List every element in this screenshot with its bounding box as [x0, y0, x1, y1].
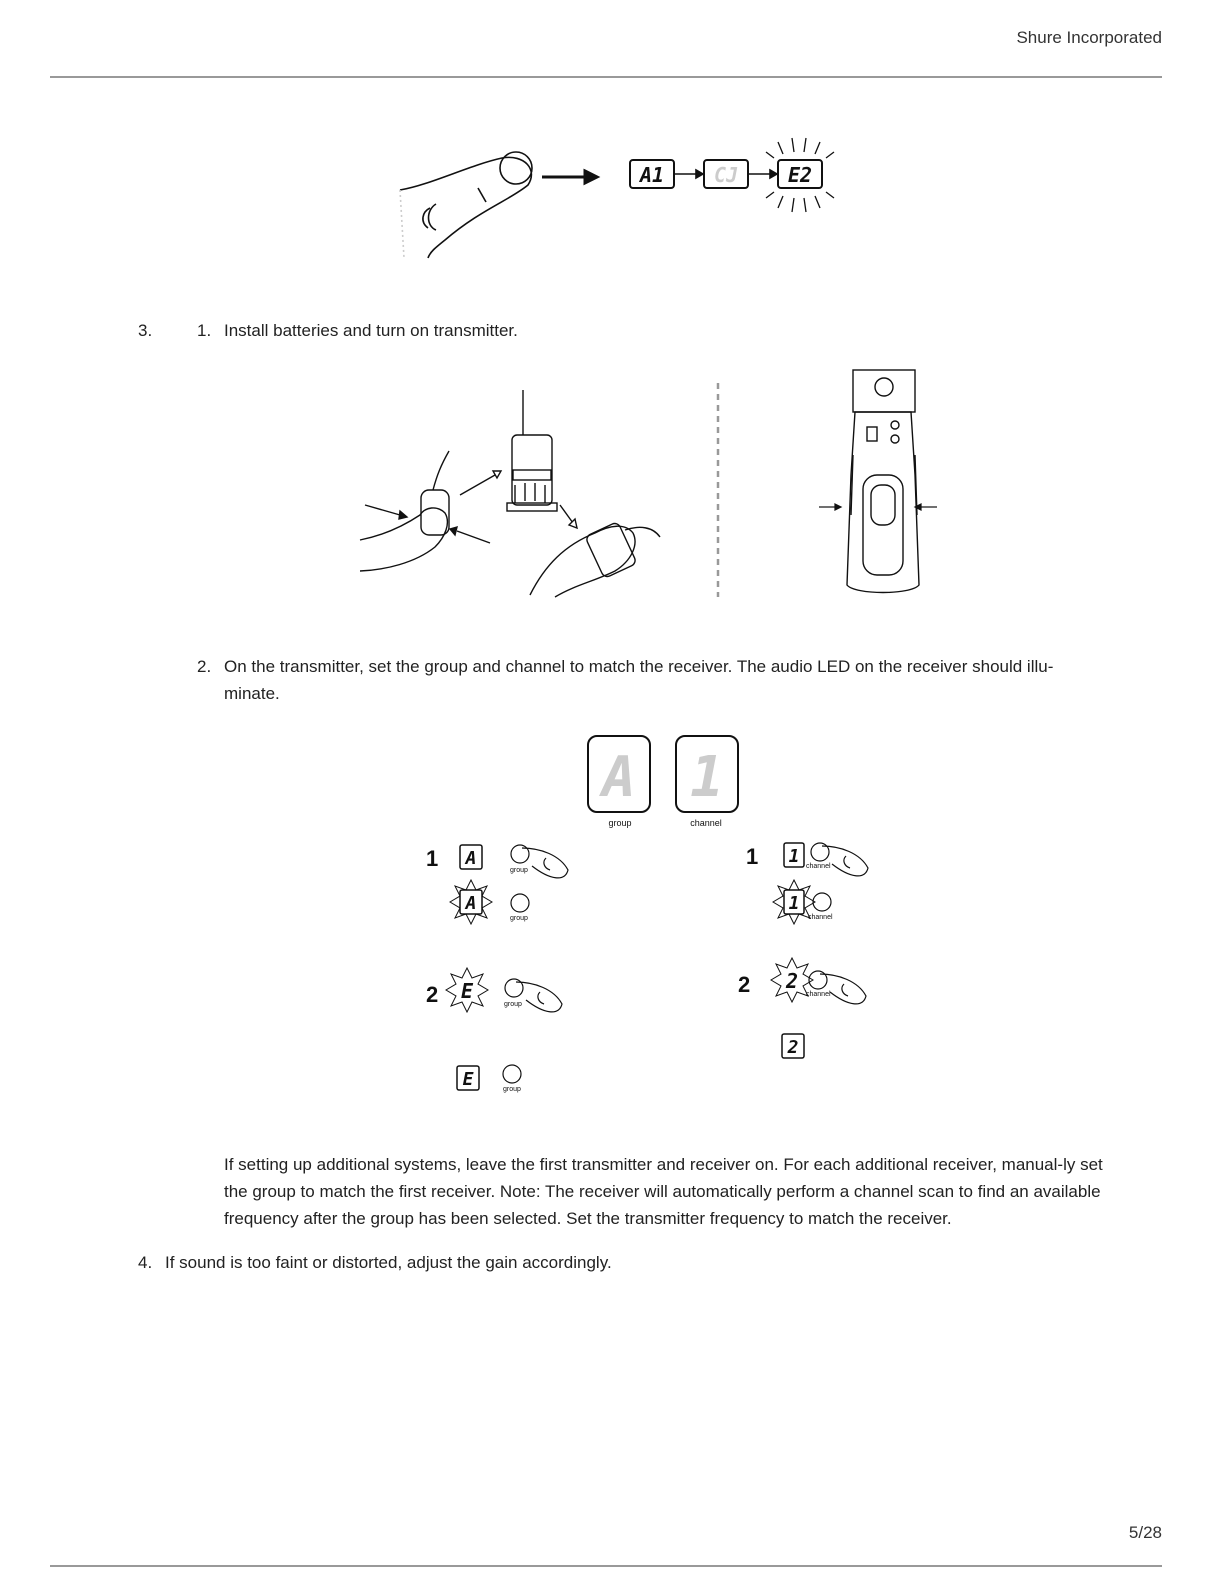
battery-install-figure	[355, 365, 955, 605]
right-step1-value: 1	[788, 846, 800, 867]
right-step1-button-label: channel	[806, 863, 831, 870]
left-final-value: E	[462, 1069, 474, 1090]
display-cj-text: CJ	[713, 163, 739, 187]
bodypack-transmitter-illustration	[507, 390, 557, 511]
step3-sub1-text: Install batteries and turn on transmitter.	[224, 321, 518, 340]
group-channel-figure	[410, 730, 890, 1100]
left-step1-number: 1	[426, 846, 439, 871]
header-divider	[50, 76, 1162, 78]
left-step1-button-label: group	[510, 867, 528, 874]
display-e2-text: E2	[787, 163, 813, 187]
right-step2-button-label: channel	[806, 991, 831, 998]
right-final-display	[782, 1034, 804, 1058]
group-display	[588, 736, 650, 828]
finger-press-illustration	[400, 152, 532, 258]
channel-display-label: channel	[690, 818, 722, 828]
channel-display-value: 1	[690, 745, 724, 810]
left-flash-display	[450, 880, 492, 924]
step3-sub2-text: On the transmitter, set the group and channel to match the receiver. The audio LED on the receiver should illu-minate.	[224, 657, 1054, 703]
additional-systems-text: If setting up additional systems, leave the first transmitter and receiver on. For each additional receiver, manual-ly set the group to match the first receiver. Note: The receiver will automatically perform a channel scan to find an available frequency after the group has been selected. Set the transmitter frequency to match the receiver.	[224, 1155, 1103, 1228]
right-step1-display	[784, 843, 804, 867]
page-number: 5/28	[1128, 1523, 1162, 1542]
step3-sub2-number: 2.	[197, 657, 212, 676]
right-final-value: 2	[787, 1037, 799, 1058]
hand-right-illustration	[530, 505, 660, 597]
handheld-transmitter-illustration	[847, 370, 919, 593]
left-final-display	[457, 1066, 479, 1090]
squeeze-arrows-icon	[819, 504, 937, 510]
hand-left-illustration	[360, 451, 501, 571]
left-step2-display	[446, 968, 488, 1012]
step4-text: If sound is too faint or distorted, adjust the gain accordingly.	[165, 1253, 612, 1272]
left-final-button-label: group	[503, 1086, 521, 1093]
right-step1-number: 1	[746, 844, 759, 869]
left-step2-button-label: group	[504, 1001, 522, 1008]
right-step1-press	[811, 843, 868, 876]
display-a1	[630, 160, 674, 188]
step3-sub1-number: 1.	[197, 321, 212, 340]
group-display-value: A	[602, 745, 636, 810]
arrow-right-icon	[542, 171, 597, 183]
left-step2-number: 2	[426, 982, 439, 1007]
right-flash-button-label: channel	[808, 914, 833, 921]
display-a1-text: A1	[639, 163, 665, 187]
left-flash-value: A	[465, 893, 477, 914]
group-button-icon	[503, 1065, 521, 1083]
scan-figure	[390, 130, 850, 270]
left-step1-display	[460, 845, 482, 869]
left-flash-button-label: group	[510, 915, 528, 922]
header-company: Shure Incorporated	[1016, 28, 1162, 47]
small-arrow-icon	[674, 170, 703, 178]
right-step2-value: 2	[785, 969, 799, 993]
group-button-icon	[511, 894, 529, 912]
channel-display	[676, 736, 738, 828]
group-display-label: group	[608, 818, 632, 828]
display-cj	[704, 160, 748, 188]
right-flash-value: 1	[788, 893, 800, 914]
right-step2-number: 2	[738, 972, 751, 997]
small-arrow-icon	[748, 170, 777, 178]
left-step1-value: A	[465, 848, 477, 869]
step4-number: 4.	[138, 1253, 153, 1272]
right-step2-press	[809, 971, 866, 1004]
footer-divider	[50, 1565, 1162, 1567]
left-step2-value: E	[460, 979, 474, 1003]
step3-number: 3.	[138, 321, 153, 340]
